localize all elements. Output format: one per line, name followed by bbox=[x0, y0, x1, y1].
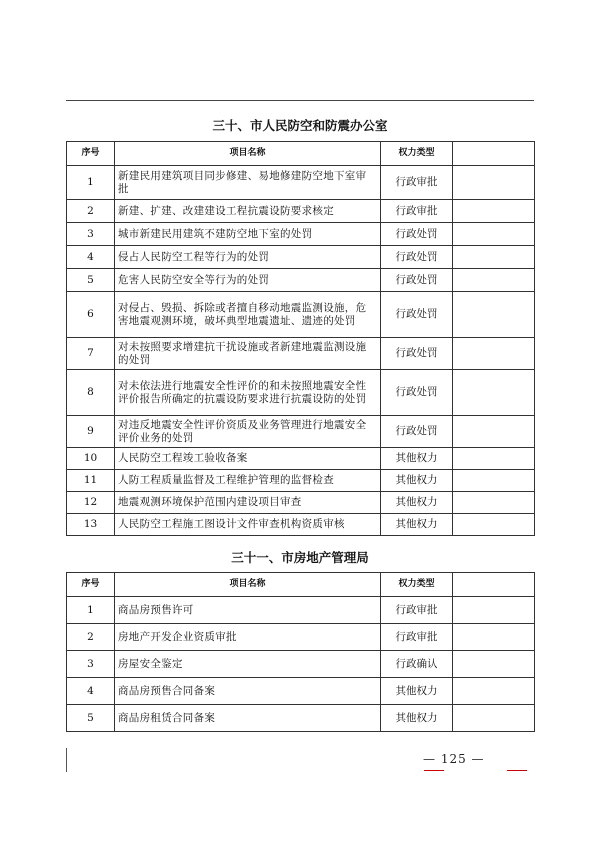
header-no: 序号 bbox=[67, 142, 115, 166]
table-header-row bbox=[67, 142, 535, 166]
table-row bbox=[67, 223, 535, 246]
header-no: 序号 bbox=[67, 573, 115, 597]
row-blank bbox=[453, 705, 535, 732]
row-blank bbox=[453, 370, 535, 416]
row-type: 其他权力 bbox=[381, 470, 453, 492]
header-rule bbox=[66, 100, 534, 101]
row-blank bbox=[453, 246, 535, 269]
table-row bbox=[67, 370, 535, 416]
row-name: 危害人民防空安全等行为的处罚 bbox=[115, 269, 381, 292]
row-name: 人民防空工程施工图设计文件审查机构资质审核 bbox=[115, 514, 381, 536]
row-no: 6 bbox=[67, 292, 115, 338]
header-type: 权力类型 bbox=[381, 573, 453, 597]
table-row bbox=[67, 492, 535, 514]
row-name: 对侵占、毁损、拆除或者擅自移动地震监测设施，危害地震观测环境，破坏典型地震遗址、遗迹的处罚 bbox=[115, 292, 381, 338]
row-name: 新建、扩建、改建建设工程抗震设防要求核定 bbox=[115, 200, 381, 223]
row-type: 其他权力 bbox=[381, 705, 453, 732]
row-blank bbox=[453, 292, 535, 338]
row-blank bbox=[453, 514, 535, 536]
row-type: 行政审批 bbox=[381, 166, 453, 200]
table-row bbox=[67, 338, 535, 370]
table-row bbox=[67, 166, 535, 200]
row-no: 12 bbox=[67, 492, 115, 514]
row-name: 对未依法进行地震安全性评价的和未按照地震安全性评价报告所确定的抗震设防要求进行抗震设防的处罚 bbox=[115, 370, 381, 416]
row-name: 地震观测环境保护范围内建设项目审查 bbox=[115, 492, 381, 514]
table-row bbox=[67, 200, 535, 223]
row-blank bbox=[453, 269, 535, 292]
row-name: 商品房预售合同备案 bbox=[115, 678, 381, 705]
section-title-real-estate: 三十一、市房地产管理局 bbox=[231, 550, 369, 565]
row-type: 行政处罚 bbox=[381, 246, 453, 269]
row-blank bbox=[453, 624, 535, 651]
table-row bbox=[67, 246, 535, 269]
row-name: 商品房预售许可 bbox=[115, 597, 381, 624]
table-row bbox=[67, 448, 535, 470]
margin-rule bbox=[66, 748, 67, 772]
row-name: 对未按照要求增建抗干扰设施或者新建地震监测设施的处罚 bbox=[115, 338, 381, 370]
row-no: 5 bbox=[67, 705, 115, 732]
row-blank bbox=[453, 448, 535, 470]
row-type: 行政审批 bbox=[381, 624, 453, 651]
section-title-civil-defense: 三十、市人民防空和防震办公室 bbox=[212, 118, 388, 133]
row-blank bbox=[453, 651, 535, 678]
row-type: 行政处罚 bbox=[381, 338, 453, 370]
row-name: 城市新建民用建筑不建防空地下室的处罚 bbox=[115, 223, 381, 246]
row-type: 其他权力 bbox=[381, 514, 453, 536]
table-row bbox=[67, 705, 535, 732]
row-no: 9 bbox=[67, 416, 115, 448]
row-type: 行政处罚 bbox=[381, 416, 453, 448]
row-type: 行政审批 bbox=[381, 597, 453, 624]
row-blank bbox=[453, 200, 535, 223]
page-number: — 125 — bbox=[423, 752, 485, 766]
civil-defense-table bbox=[66, 141, 535, 536]
row-name: 房屋安全鉴定 bbox=[115, 651, 381, 678]
row-name: 人民防空工程竣工验收备案 bbox=[115, 448, 381, 470]
header-blank bbox=[453, 573, 535, 597]
row-blank bbox=[453, 416, 535, 448]
row-type: 行政处罚 bbox=[381, 223, 453, 246]
row-type: 其他权力 bbox=[381, 678, 453, 705]
page-number-underline-right bbox=[507, 770, 527, 771]
header-name: 项目名称 bbox=[115, 573, 381, 597]
row-blank bbox=[453, 678, 535, 705]
row-no: 13 bbox=[67, 514, 115, 536]
header-name: 项目名称 bbox=[115, 142, 381, 166]
row-no: 8 bbox=[67, 370, 115, 416]
table-row bbox=[67, 269, 535, 292]
row-type: 行政处罚 bbox=[381, 269, 453, 292]
table-row bbox=[67, 597, 535, 624]
row-no: 1 bbox=[67, 166, 115, 200]
row-type: 其他权力 bbox=[381, 492, 453, 514]
row-no: 11 bbox=[67, 470, 115, 492]
row-no: 2 bbox=[67, 624, 115, 651]
table-header-row bbox=[67, 573, 535, 597]
row-blank bbox=[453, 166, 535, 200]
row-name: 商品房租赁合同备案 bbox=[115, 705, 381, 732]
row-no: 5 bbox=[67, 269, 115, 292]
row-type: 行政确认 bbox=[381, 651, 453, 678]
row-no: 2 bbox=[67, 200, 115, 223]
table-row bbox=[67, 624, 535, 651]
row-name: 房地产开发企业资质审批 bbox=[115, 624, 381, 651]
row-no: 3 bbox=[67, 223, 115, 246]
table-row bbox=[67, 292, 535, 338]
row-type: 行政处罚 bbox=[381, 292, 453, 338]
header-blank bbox=[453, 142, 535, 166]
page-number-underline-left bbox=[424, 770, 444, 771]
row-no: 10 bbox=[67, 448, 115, 470]
row-type: 其他权力 bbox=[381, 448, 453, 470]
table-row bbox=[67, 514, 535, 536]
row-blank bbox=[453, 492, 535, 514]
row-name: 侵占人民防空工程等行为的处罚 bbox=[115, 246, 381, 269]
row-no: 7 bbox=[67, 338, 115, 370]
row-no: 3 bbox=[67, 651, 115, 678]
header-type: 权力类型 bbox=[381, 142, 453, 166]
table-row bbox=[67, 678, 535, 705]
row-name: 新建民用建筑项目同步修建、易地修建防空地下室审批 bbox=[115, 166, 381, 200]
table-row bbox=[67, 470, 535, 492]
row-blank bbox=[453, 470, 535, 492]
row-type: 行政审批 bbox=[381, 200, 453, 223]
row-no: 4 bbox=[67, 246, 115, 269]
row-blank bbox=[453, 338, 535, 370]
row-no: 4 bbox=[67, 678, 115, 705]
row-name: 人防工程质量监督及工程维护管理的监督检查 bbox=[115, 470, 381, 492]
row-blank bbox=[453, 223, 535, 246]
row-blank bbox=[453, 597, 535, 624]
row-name: 对违反地震安全性评价资质及业务管理进行地震安全评价业务的处罚 bbox=[115, 416, 381, 448]
table-row bbox=[67, 651, 535, 678]
real-estate-table bbox=[66, 572, 535, 732]
table-row bbox=[67, 416, 535, 448]
row-type: 行政处罚 bbox=[381, 370, 453, 416]
row-no: 1 bbox=[67, 597, 115, 624]
